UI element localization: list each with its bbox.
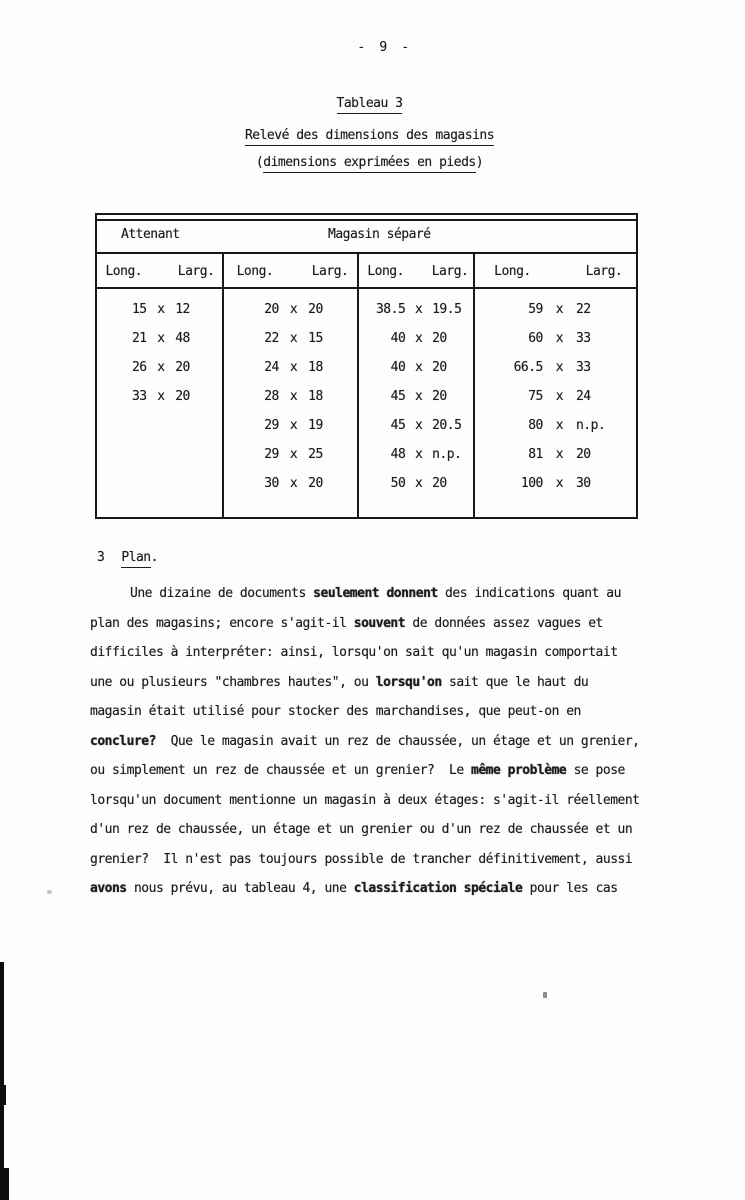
table-unit-note: dimensions exprimées en pieds: [263, 155, 475, 173]
dim-long: 33: [131, 389, 147, 404]
table-column-header-row: [95, 265, 638, 285]
bold-text-segment: lorsqu'on: [375, 674, 442, 690]
table-title-line: [99, 96, 640, 112]
col-header-larg: Larg.: [431, 264, 469, 279]
scan-artifact-bar: [0, 1085, 6, 1105]
paragraph-line-5: [90, 697, 665, 727]
col-header-gap: [411, 265, 426, 278]
table-subtitle-line: [99, 128, 640, 144]
dim-long: 60: [528, 331, 543, 346]
dim-larg: n.p.: [432, 447, 462, 462]
dim-larg: 20: [432, 360, 447, 375]
table-row: [476, 469, 638, 498]
paren-open: (: [255, 155, 264, 170]
table-row: [225, 440, 358, 469]
text-segment: de données assez vagues et: [405, 615, 603, 631]
text-segment: Une dizaine de documents: [130, 586, 314, 601]
dim-larg: 48: [175, 331, 190, 346]
dim-larg: 25: [308, 447, 323, 462]
table-row: [360, 411, 474, 440]
dim-long: 21: [131, 331, 147, 346]
dim-x-separator: x: [157, 389, 165, 404]
col-header-larg: Larg.: [585, 264, 623, 279]
table-row: [225, 469, 358, 498]
text-segment: sait que le haut du: [441, 674, 589, 690]
col-header-gap: [549, 265, 570, 278]
section-title: Plan: [121, 550, 150, 568]
dim-long: 22: [264, 331, 279, 346]
table-column-group-0: [95, 295, 223, 411]
dimensions-table: [95, 213, 638, 519]
dim-x-separator: x: [289, 331, 298, 346]
dim-larg: 33: [575, 331, 591, 346]
text-segment: se pose: [566, 763, 625, 778]
bold-text-segment: avons: [90, 881, 127, 896]
table-subtitle: Relevé des dimensions des magasins: [245, 128, 494, 146]
dim-x-separator: x: [415, 331, 423, 346]
table-row: [476, 382, 638, 411]
text-segment: plan des magasins; encore s'agit-il: [90, 615, 354, 631]
dim-larg: 20: [175, 389, 190, 404]
dim-x-separator: x: [289, 476, 298, 491]
dim-x-separator: x: [415, 302, 423, 317]
dim-long: 66.5: [513, 360, 543, 375]
section-heading: [97, 549, 158, 567]
table-row: [95, 353, 223, 382]
dim-x-separator: x: [555, 331, 564, 346]
dim-long: 75: [528, 389, 543, 404]
bold-text-segment: seulement donnent: [313, 586, 438, 601]
text-segment: d'un rez de chaussée, un étage et un grenier ou d'un rez de chaussée et un: [90, 822, 633, 837]
dim-larg: 20.5: [432, 418, 462, 433]
scan-artifact-bar: [0, 962, 4, 1200]
dim-larg: 24: [575, 389, 591, 404]
table-column-group-3: [476, 295, 638, 498]
table-row: [95, 382, 223, 411]
dim-long: 30: [264, 476, 279, 491]
paragraph-line-1: [90, 579, 665, 609]
dim-x-separator: x: [415, 389, 423, 404]
dim-long: 28: [264, 389, 279, 404]
dim-larg: n.p.: [575, 418, 606, 433]
scan-speck: [47, 890, 52, 894]
paragraph-line-2: [90, 609, 665, 639]
dim-x-separator: x: [555, 476, 564, 491]
paragraph-line-9: [90, 815, 665, 845]
table-border-top-inner: [95, 219, 638, 221]
dim-x-separator: x: [555, 447, 564, 462]
text-segment: grenier? Il n'est pas toujours possible de trancher définitivement, aussi: [90, 851, 633, 867]
scan-artifact-bar: [0, 1168, 9, 1200]
table-row: [95, 324, 223, 353]
text-segment: Que le magasin avait un rez de chaussée, un étage et un grenier,: [155, 733, 640, 749]
table-column-group-2: [360, 295, 474, 498]
dim-x-separator: x: [157, 302, 165, 317]
table-row: [225, 411, 358, 440]
dim-x-separator: x: [555, 302, 564, 317]
dim-long: 45: [390, 418, 406, 433]
table-row: [476, 295, 638, 324]
column-header-group-3: [476, 265, 638, 278]
dim-x-separator: x: [157, 331, 165, 346]
dim-larg: 20: [175, 360, 190, 375]
dim-long: 26: [131, 360, 147, 375]
dim-long: 40: [390, 360, 406, 375]
dim-x-separator: x: [157, 360, 165, 375]
table-row: [360, 382, 474, 411]
table-row: [476, 324, 638, 353]
table-row: [360, 324, 474, 353]
dim-long: 29: [264, 447, 279, 462]
dim-long: 38.5: [375, 302, 406, 317]
text-segment: une ou plusieurs "chambres hautes", ou: [90, 674, 376, 690]
table-row: [95, 295, 223, 324]
dim-long: 48: [390, 447, 406, 462]
dim-larg: 30: [575, 476, 591, 491]
dim-long: 45: [390, 389, 406, 404]
paragraph-line-8: [90, 786, 665, 816]
dim-larg: 20: [432, 476, 447, 491]
paragraph-line-7: [90, 756, 665, 786]
table-body: [95, 295, 638, 517]
col-header-long: Long.: [236, 264, 274, 279]
dim-long: 50: [390, 476, 406, 491]
table-rule-under-group-headers: [95, 252, 638, 254]
paragraph-line-6: [90, 727, 665, 757]
text-segment: pour les cas: [522, 881, 618, 896]
bold-text-segment: classification spéciale: [353, 881, 523, 896]
col-header-larg: Larg.: [177, 264, 215, 279]
text-segment: difficiles à interpréter: ainsi, lorsqu'on sait qu'un magasin comportait: [90, 645, 618, 660]
column-header-group-1: [225, 265, 358, 278]
dim-x-separator: x: [555, 360, 564, 375]
dim-x-separator: x: [289, 302, 298, 317]
bold-text-segment: souvent: [353, 615, 406, 631]
paragraph-line-11: [90, 874, 665, 904]
dim-larg: 22: [575, 302, 591, 317]
dim-long: 80: [528, 418, 543, 433]
dim-x-separator: x: [289, 418, 298, 433]
table-row: [225, 353, 358, 382]
paren-close: ): [475, 155, 484, 170]
dim-x-separator: x: [415, 476, 423, 491]
table-border-top-outer: [95, 213, 638, 215]
section-number: 3: [97, 550, 105, 565]
dim-larg: 20: [308, 476, 323, 491]
table-row: [476, 440, 638, 469]
dim-larg: 19.5: [432, 302, 462, 317]
table-rule-under-column-headers: [95, 287, 638, 289]
text-segment: des indications quant au: [437, 586, 621, 601]
dim-long: 24: [264, 360, 279, 375]
dim-long: 40: [390, 331, 406, 346]
dim-larg: 20: [432, 331, 447, 346]
text-segment: nous prévu, au tableau 4, une: [126, 881, 354, 896]
dim-x-separator: x: [415, 447, 423, 462]
dim-larg: 20: [432, 389, 447, 404]
col-header-long: Long.: [105, 264, 143, 279]
dim-long: 20: [264, 302, 279, 317]
dim-larg: 18: [308, 389, 323, 404]
paragraph-line-4: [90, 668, 665, 698]
paragraph-line-3: [90, 638, 665, 668]
dim-larg: 15: [308, 331, 323, 346]
bold-text-segment: même problème: [471, 763, 567, 778]
table-row: [225, 295, 358, 324]
page-number: - 9 -: [357, 40, 409, 55]
table-unit-line: [99, 155, 640, 171]
dim-x-separator: x: [289, 360, 298, 375]
bold-text-segment: conclure?: [90, 733, 156, 749]
col-header-long: Long.: [494, 264, 531, 279]
dim-x-separator: x: [555, 418, 564, 433]
table-column-group-1: [225, 295, 358, 498]
dim-x-separator: x: [415, 418, 423, 433]
col-header-gap: [153, 265, 170, 278]
body-paragraph: [90, 579, 665, 904]
table-row: [360, 295, 474, 324]
dim-long: 29: [264, 418, 279, 433]
header-magasin-separe: Magasin séparé: [328, 227, 431, 242]
dim-x-separator: x: [415, 360, 423, 375]
column-header-group-2: [360, 265, 474, 278]
text-segment: ou simplement un rez de chaussée et un grenier? Le: [90, 763, 471, 778]
header-attenant: Attenant: [121, 227, 180, 242]
table-row: [476, 411, 638, 440]
dim-x-separator: x: [555, 389, 564, 404]
dim-larg: 20: [575, 447, 591, 462]
table-row: [225, 324, 358, 353]
col-header-gap: [285, 265, 302, 278]
table-row: [476, 353, 638, 382]
dim-larg: 19: [308, 418, 323, 433]
table-row: [225, 382, 358, 411]
dim-x-separator: x: [289, 389, 298, 404]
scan-speck: [543, 992, 547, 998]
section-title-period: .: [150, 550, 158, 565]
dim-long: 15: [131, 302, 147, 317]
table-row: [360, 440, 474, 469]
dim-long: 81: [528, 447, 543, 462]
table-border-bottom: [95, 517, 638, 519]
dim-larg: 12: [175, 302, 190, 317]
column-header-group-0: [95, 265, 223, 278]
table-group-header-row: [95, 228, 638, 250]
dim-x-separator: x: [289, 447, 298, 462]
table-title: Tableau 3: [337, 96, 403, 114]
table-row: [360, 353, 474, 382]
dim-larg: 20: [308, 302, 323, 317]
col-header-larg: Larg.: [311, 264, 349, 279]
dim-long: 59: [528, 302, 543, 317]
table-row: [360, 469, 474, 498]
dim-larg: 33: [575, 360, 591, 375]
text-segment: magasin était utilisé pour stocker des marchandises, que peut-on en: [90, 704, 581, 719]
dim-long: 100: [520, 476, 543, 491]
col-header-long: Long.: [367, 264, 404, 279]
paragraph-line-10: [90, 845, 665, 875]
text-segment: lorsqu'un document mentionne un magasin à deux étages: s'agit-il réellement: [90, 792, 640, 808]
dim-larg: 18: [308, 360, 323, 375]
